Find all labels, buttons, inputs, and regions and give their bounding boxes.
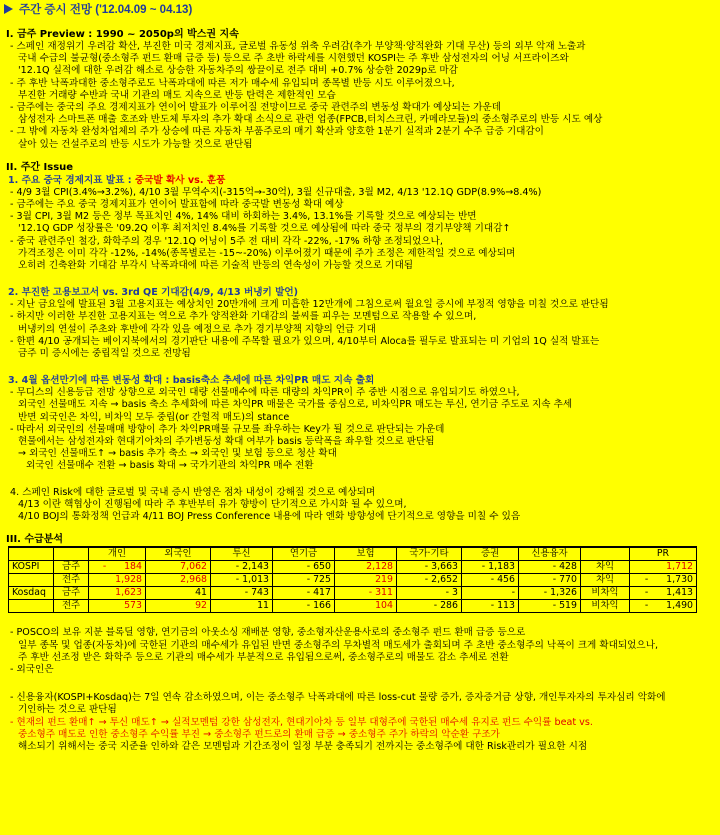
issue3-line: 외국인 선물매도 지속 → basis 축소 추세화에 따른 차익PR 매물은 국가를 중심으로, 비차익PR 매도는 투신, 연기금 주도로 지속 추세 bbox=[18, 399, 573, 411]
s1-line: - 금주에는 중국의 주요 경제지표가 연이어 발표가 이루어질 전망이므로 중국 관련주의 변동성 확대가 예상되는 가운데 bbox=[10, 102, 501, 114]
s3-note: - 현재의 펀드 환매↑ → 투신 매도↑ → 실적모멘텀 강한 삼성전자, 현대기아차 등 일부 대형주에 국한된 매수세 유지로 펀드 수익률 beat vs. bbox=[10, 716, 593, 728]
value-cell: - 770 bbox=[519, 574, 581, 587]
section1-body bbox=[0, 41, 720, 151]
issue3-line: 외국인 선물매수 전환 → basis 확대 → 국가기관의 차익PR 매수 전환 bbox=[26, 460, 314, 472]
table-header-row bbox=[9, 547, 697, 561]
table-row bbox=[9, 574, 697, 587]
pr-label-cell: 차익 bbox=[581, 561, 630, 574]
value-cell: - 3 bbox=[397, 587, 462, 600]
issue2-line: - 한편 4/10 공개되는 베이지북에서의 경기판단 내용에 주목할 필요가 있으며, 4/10부터 Aloca를 필두로 발표되는 미 기업의 1Q 실적 발표는 bbox=[10, 335, 600, 347]
issue3-line: - 따라서 외국인의 선물매매 방향이 추가 차익PR매물 규모를 좌우하는 Key가 될 것으로 판단되는 가운데 bbox=[10, 423, 445, 435]
period-cell: 전주 bbox=[54, 574, 89, 587]
s1-line: 살아 있는 건설주로의 반등 시도가 가능할 것으로 판단됨 bbox=[18, 138, 253, 150]
section3-heading: III. 수급분석 bbox=[6, 534, 64, 546]
s3-note: - 신용융자(KOSPI+Kosdaq)는 7일 연속 감소하였으며, 이는 중소형주 낙폭과대에 따른 loss-cut 물량 증가, 증자증거금 상향, 개인투자자의 투자심리 악화에 bbox=[10, 692, 666, 704]
value-cell: - 428 bbox=[519, 561, 581, 574]
value-cell: 2,128 bbox=[335, 561, 397, 574]
issue3-line: 반면 외국인은 차익, 비차익 모두 중립(or 간헐적 매도)의 stance bbox=[18, 411, 290, 423]
s1-line: 부진한 거래량 수반과 국내 기관의 매도 지속으로 반등 탄력은 제한적인 모습 bbox=[18, 89, 336, 101]
s3-note: - POSCO의 보유 지분 블록딜 영향, 연기금의 아웃소싱 재배분 영향, 중소형자산운용사로의 중소형주 펀드 환매 급증 등으로 bbox=[10, 627, 526, 639]
pr-label-cell: 비차익 bbox=[581, 600, 630, 613]
value-cell: 92 bbox=[146, 600, 211, 613]
value-cell: - 417 bbox=[273, 587, 335, 600]
title-bar bbox=[0, 0, 720, 18]
value-cell: - 743 bbox=[211, 587, 273, 600]
s1-line: '12.1Q 실적에 대한 우려감 해소로 상승한 자동차주의 쌍끌이로 전주 대비 +0.7% 상승한 2029p로 마감 bbox=[18, 65, 458, 77]
table-body bbox=[9, 561, 697, 613]
value-cell: - 519 bbox=[519, 600, 581, 613]
col-header: 외국인 bbox=[146, 547, 211, 561]
value-cell: 11 bbox=[211, 600, 273, 613]
s3-note: 일부 종목 및 업종(자동차)에 국한된 기관의 매수세가 유입된 반면 중소형주의 무차별적 매도세가 출회되며 주 초반 중소형주의 낙폭이 크게 확대되었으나, bbox=[18, 639, 659, 651]
pr-value-cell: - 1,413 bbox=[630, 587, 697, 600]
value-cell: 2,968 bbox=[146, 574, 211, 587]
value-cell: 7,062 bbox=[146, 561, 211, 574]
pr-label-cell: 비차익 bbox=[581, 587, 630, 600]
market-cell bbox=[9, 574, 54, 587]
value-cell: - 184 bbox=[89, 561, 146, 574]
issue3-line: - 무디스의 신용등급 전망 상향으로 외국인 대량 선물매수에 따른 대량의 차익PR이 주 중반 시점으로 유입되기도 하였으나, bbox=[10, 387, 520, 399]
value-cell: - 311 bbox=[335, 587, 397, 600]
value-cell: 104 bbox=[335, 600, 397, 613]
value-cell: - 113 bbox=[462, 600, 519, 613]
col-header: 보험 bbox=[335, 547, 397, 561]
value-cell: - 1,013 bbox=[211, 574, 273, 587]
market-cell bbox=[9, 600, 54, 613]
table-row bbox=[9, 600, 697, 613]
value-cell: - 3,663 bbox=[397, 561, 462, 574]
issue3-title: 3. 4월 옵션만기에 따른 변동성 확대 : basis축소 추세에 따른 차익PR 매도 지속 출회 bbox=[8, 375, 375, 387]
value-cell: 219 bbox=[335, 574, 397, 587]
pr-value-cell: - 1,730 bbox=[630, 574, 697, 587]
s1-line: 삼성전자 스마트폰 매출 호조와 반도체 투자의 추가 확대 소식으로 관련 업종(FPCB,터치스크린, 카메라모듈)의 중소형주로의 반등 시도 예상 bbox=[18, 114, 603, 126]
issue4-line: 4/10 BOJ의 통화정책 언급과 4/11 BOJ Press Conference 내용에 따라 엔화 방향성에 단기적으로 영향을 미칠 수 있음 bbox=[18, 511, 521, 523]
value-cell: - bbox=[462, 587, 519, 600]
issue1-line: 오히려 긴축완화 기대감 부각시 낙폭과대에 따른 기술적 반등의 연속성이 가능할 것으로 기대됨 bbox=[18, 260, 413, 272]
issue4-line: 4. 스페인 Risk에 대한 글로벌 및 국내 증시 반영은 점차 내성이 강해질 것으로 예상되며 bbox=[10, 486, 376, 498]
value-cell: 1,623 bbox=[89, 587, 146, 600]
value-cell: - 286 bbox=[397, 600, 462, 613]
issue1-line: '12.1Q GDP 성장률은 '09.2Q 이후 최저치인 8.4%를 기록할 것으로 예상됨에 따라 중국 정부의 경기부양책 기대감↑ bbox=[18, 223, 511, 235]
pr-value-cell: - 1,490 bbox=[630, 600, 697, 613]
section1-heading: I. 금주 Preview : 1990 ~ 2050p의 박스권 지속 bbox=[6, 29, 239, 40]
s3-note: - 외국인은 bbox=[10, 663, 54, 675]
table-header-corner bbox=[54, 547, 89, 561]
issue2-line: 버냉키의 연설이 주초와 후반에 각각 있을 예정으로 추가 경기부양책 지향의 언급 기대 bbox=[18, 323, 376, 335]
col-header: 신용융자 bbox=[519, 547, 581, 561]
issue1-line: - 4/9 3월 CPI(3.4%→3.2%), 4/10 3월 무역수지(-315억→-30억), 3월 신규대출, 3월 M2, 4/13 '12.1Q GDP(8.9%→8.4%) bbox=[10, 186, 542, 198]
col-header: 국가·기타 bbox=[397, 547, 462, 561]
market-cell: Kosdaq bbox=[9, 587, 54, 600]
value-cell: - 2,652 bbox=[397, 574, 462, 587]
col-header: 개인 bbox=[89, 547, 146, 561]
period-cell: 전주 bbox=[54, 600, 89, 613]
s3-note: 주 후반 선조정 받은 화학주 등으로 기관의 매수세가 부분적으로 유입됨으로써, 중소형주로의 매물도 감소 추세로 전환 bbox=[18, 651, 509, 663]
issue1-title bbox=[0, 174, 720, 187]
issue3-line: 현물에서는 삼성전자와 현대기아차의 주가변동성 확대 여부가 basis 등락폭을 좌우할 것으로 판단됨 bbox=[18, 436, 435, 448]
pr-value-cell: 1,712 bbox=[630, 561, 697, 574]
issue2-title: 2. 부진한 고용보고서 vs. 3rd QE 기대감(4/9, 4/13 버냉키 발언) bbox=[8, 287, 299, 299]
value-cell: - 1,326 bbox=[519, 587, 581, 600]
issue1-line: - 3월 CPI, 3월 M2 등은 정부 목표치인 4%, 14% 대비 하회하는 3.4%, 13.1%를 기록할 것으로 예상되는 반면 bbox=[10, 211, 477, 223]
issue1-line: - 금주에는 주요 중국 경제지표가 연이어 발표함에 따라 중국발 변동성 확대 예상 bbox=[10, 199, 344, 211]
s1-line: - 그 밖에 자동차 완성차업체의 주가 상승에 따른 자동차 부품주로의 매기 확산과 양호한 1분기 실적과 2분기 수주 급증 기대감이 bbox=[10, 126, 544, 138]
table-row bbox=[9, 561, 697, 574]
col-header: 연기금 bbox=[273, 547, 335, 561]
issue1-line: - 중국 관련주인 철강, 화학주의 경우 '12.1Q 어닝이 5주 전 대비 각각 -22%, -17% 하향 조정되었으나, bbox=[10, 235, 443, 247]
issue2-line: - 지난 금요일에 발표된 3월 고용지표는 예상치인 20만개에 크게 미흡한 12만개에 그침으로써 월요일 증시에 부정적 영향을 미칠 것으로 판단됨 bbox=[10, 299, 609, 311]
value-cell: - 725 bbox=[273, 574, 335, 587]
table-header-corner bbox=[9, 547, 54, 561]
value-cell: 1,928 bbox=[89, 574, 146, 587]
s3-note: 중소형주 매도로 인한 중소형주 수익률 부진 → 중소형주 펀드로의 환매 급증 → 중소형주 주가 하락의 악순환 구조가 bbox=[18, 728, 500, 740]
issue2-line: 금주 미 증시에는 중립적일 것으로 전망됨 bbox=[18, 348, 191, 360]
s1-line: - 주 후반 낙폭과대한 중소형주로도 낙폭과대에 따른 저가 매수세 유입되며 종목별 반등 시도 이루어졌으나, bbox=[10, 77, 455, 89]
value-cell: - 650 bbox=[273, 561, 335, 574]
value-cell: - 1,183 bbox=[462, 561, 519, 574]
col-header: 투신 bbox=[211, 547, 273, 561]
pr-label-cell: 차익 bbox=[581, 574, 630, 587]
col-header: PR bbox=[630, 547, 697, 561]
value-cell: 41 bbox=[146, 587, 211, 600]
issue3-line: → 외국인 선물매도↑ → basis 추가 축소 → 외국인 및 보험 등으로 청산 확대 bbox=[18, 448, 337, 460]
value-cell: - 166 bbox=[273, 600, 335, 613]
s3-note: 기인하는 것으로 판단됨 bbox=[18, 704, 117, 716]
s1-line: 국내 수급의 불균형(중소형주 펀드 환매 급증 등) 등으로 주 초반 하락세를 시현했던 KOSPI는 주 후반 삼성전자의 어닝 서프라이즈와 bbox=[18, 53, 569, 65]
value-cell: - 456 bbox=[462, 574, 519, 587]
issue1-title-text: 1. 주요 중국 경제지표 발표 : bbox=[8, 174, 135, 186]
section2-heading: II. 주간 Issue bbox=[6, 161, 74, 173]
s3-note: 해소되기 위해서는 중국 지준율 인하와 같은 모멘텀과 기간조정이 일정 부분 충족되기 전까지는 중소형주에 대한 Risk관리가 필요한 시점 bbox=[18, 740, 588, 752]
market-cell: KOSPI bbox=[9, 561, 54, 574]
issue4-line: 4/13 이란 핵협상이 진행됨에 따라 주 후반부터 유가 향방이 단기적으로 가시화 될 수 있으며, bbox=[18, 498, 407, 510]
period-cell: 금주 bbox=[54, 587, 89, 600]
period-cell: 금주 bbox=[54, 561, 89, 574]
arrow-right-icon bbox=[4, 4, 13, 14]
issue1-title-highlight: 중국발 확사 vs. 훈풍 bbox=[134, 174, 226, 186]
col-header bbox=[581, 547, 630, 561]
issue2-line: - 하지만 이러한 부진한 고용지표는 역으로 추가 양적완화 기대감의 불씨를 피우는 모멘텀으로 작용할 수 있으며, bbox=[10, 311, 477, 323]
page-title: 주간 증시 전망 ('12.04.09 ~ 04.13) bbox=[19, 4, 193, 16]
col-header: 증권 bbox=[462, 547, 519, 561]
table-row bbox=[9, 587, 697, 600]
issue1-line: 가격조정은 이미 각각 -12%, -14%(종목별로는 -15~-20%) 이루어졌기 때문에 주가 조정은 제한적일 것으로 예상되며 bbox=[18, 247, 516, 259]
supply-demand-table bbox=[8, 546, 697, 613]
s1-line: - 스페인 재정위기 우려감 확산, 부진한 미국 경제지표, 글로벌 유동성 위축 우려감(추가 부양책·양적완화 기대 무산) 등의 외부 악재 노출과 bbox=[10, 41, 586, 52]
value-cell: 573 bbox=[89, 600, 146, 613]
value-cell: - 2,143 bbox=[211, 561, 273, 574]
